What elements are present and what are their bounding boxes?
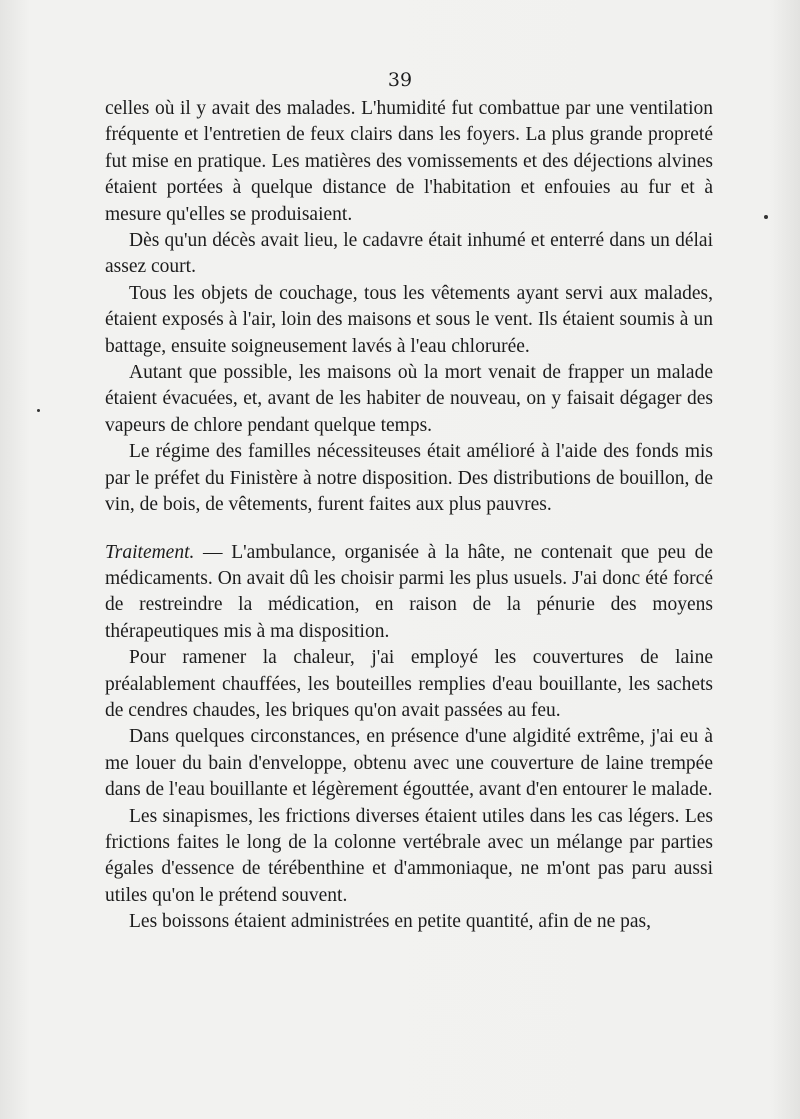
traitement-text: — L'ambulance, organisée à la hâte, ne contenait que peu de médicaments. On avait dû les choisir parmi les plus usuels. J'ai donc été forcé de restreindre la médication, en raison de la pénurie des moyens thérapeutiques mis à ma disposition.	[105, 541, 713, 642]
paragraph-couchage: Tous les objets de couchage, tous les vêtements ayant servi aux malades, étaient exposés à l'air, loin des maisons et sous le vent. Ils étaient soumis à un battage, ensuite soigneusement lavés à l'eau chlorurée.	[105, 282, 713, 357]
paragraph-regime: Le régime des familles nécessiteuses était amélioré à l'aide des fonds mis par le préfet du Finistère à notre disposition. Des distributions de bouillon, de vin, de bois, de vêtements, furent faites aux plus pauvres.	[105, 441, 713, 516]
traitement-heading: Traitement.	[105, 541, 195, 563]
paragraph-ventilation: celles où il y avait des malades. L'humidité fut combattue par une ventilation fréquente et l'entretien de feux clairs dans les foyers. La plus grande propreté fut mise en pratique. Les matières des vomissements et des déjections alvines étaient portées à quelque distance de l'habitation et enfouies au fur et à mesure qu'elles se produisaient.	[105, 98, 713, 225]
speck-mark	[37, 409, 40, 412]
page-number: 39	[387, 69, 413, 91]
paragraph-bain: Dans quelques circonstances, en présence d'une algidité extrême, j'ai eu à me louer du bain d'enveloppe, obtenu avec une couverture de laine trempée dans de l'eau bouillante et légèrement égouttée, avant d'en entourer le malade.	[105, 726, 713, 801]
page-body	[105, 96, 713, 936]
paragraph-deces: Dès qu'un décès avait lieu, le cadavre était inhumé et enterré dans un délai assez court.	[105, 230, 713, 278]
paragraph-chaleur: Pour ramener la chaleur, j'ai employé les couvertures de laine préalablement chauffées, les bouteilles remplies d'eau bouillante, les sachets de cendres chaudes, les briques qu'on avait passées au feu.	[105, 647, 713, 721]
speck-mark	[764, 215, 768, 219]
paragraph-boissons: Les boissons étaient administrées en petite quantité, afin de ne pas,	[129, 911, 652, 933]
paragraph-sinapismes: Les sinapismes, les frictions diverses étaient utiles dans les cas légers. Les frictions faites le long de la colonne vertébrale avec un mélange par parties égales d'essence de térébenthine et d'ammoniaque, ne m'ont pas paru aussi utiles qu'on le prétend souvent.	[105, 805, 713, 906]
section-spacer	[105, 519, 713, 540]
paragraph-traitement	[105, 540, 713, 646]
paragraph-maisons: Autant que possible, les maisons où la mort venait de frapper un malade étaient évacuées, et, avant de les habiter de nouveau, on y faisait dégager des vapeurs de chlore pendant quelque temps.	[105, 362, 713, 436]
